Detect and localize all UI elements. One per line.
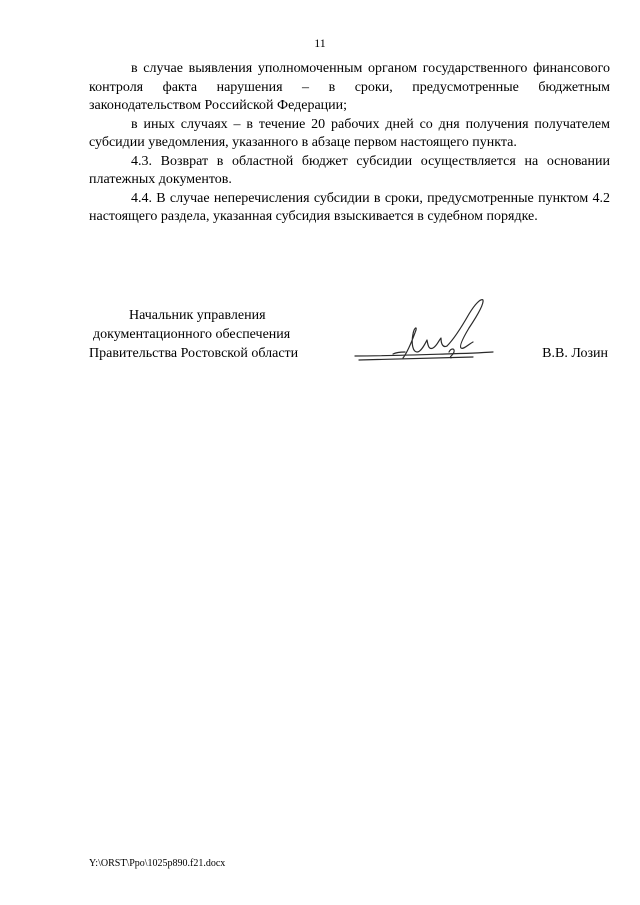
signer-name: В.В. Лозин xyxy=(542,346,608,361)
paragraph: 4.3. Возврат в областной бюджет субсидии осуществляется на основании платежных документов. xyxy=(89,153,610,187)
paragraph: 4.4. В случае неперечисления субсидии в сроки, предусмотренные пунктом 4.2 настоящего раздела, указанная субсидия взыскивается в судебном порядке. xyxy=(89,190,610,224)
document-body xyxy=(89,60,610,227)
signature-block xyxy=(89,306,610,363)
signer-position-line: документационного обеспечения xyxy=(93,327,291,342)
paragraph: в иных случаях – в течение 20 рабочих дней со дня получения получателем субсидии уведомления, указанного в абзаце первом настоящего пункта. xyxy=(89,116,610,150)
signer-position-line: Начальник управления xyxy=(129,308,266,323)
paragraph: в случае выявления уполномоченным органом государственного финансового контроля факта нарушения – в сроки, предусмотренные бюджетным законодательством Российской Федерации; xyxy=(89,61,610,113)
page-number: 11 xyxy=(314,36,326,50)
footer-file-path: Y:\ORST\Ppo\1025p890.f21.docx xyxy=(89,858,226,869)
signer-position-line: Правительства Ростовской области xyxy=(89,346,299,361)
handwritten-signature xyxy=(353,292,503,382)
